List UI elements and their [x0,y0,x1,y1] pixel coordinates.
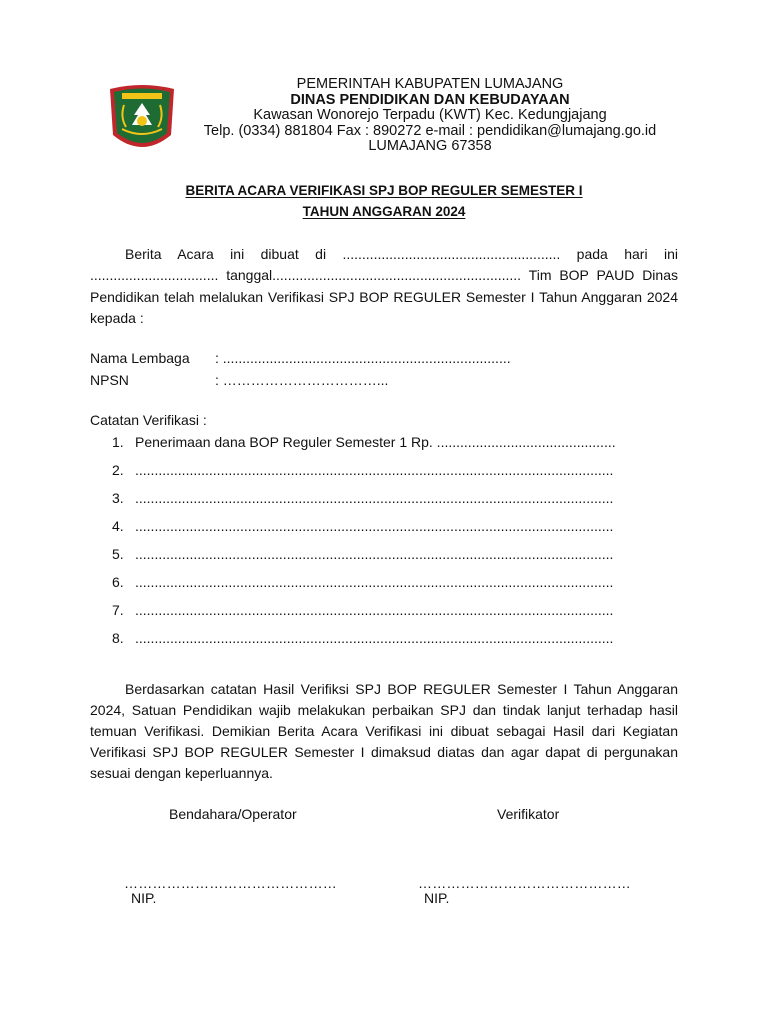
signature-right-title: Verifikator [497,806,560,822]
header-address: Kawasan Wonorejo Terpadu (KWT) Kec. Kedungjajang [253,107,607,123]
list-item: 2. ........................................................................................................................... [112,462,614,478]
signature-left-nip: NIP. [131,890,157,906]
catatan-list [112,433,672,657]
header-department: DINAS PENDIDIKAN DAN KEBUDAYAAN [290,91,570,108]
nama-lembaga-label: Nama Lembaga [90,350,190,366]
header-city: LUMAJANG 67358 [368,138,492,154]
signature-left-title: Bendahara/Operator [169,806,297,822]
document-title: BERITA ACARA VERIFIKASI SPJ BOP REGULER SEMESTER I [185,183,583,198]
closing-paragraph: Berdasarkan catatan Hasil Verifiksi SPJ BOP REGULER Semester I Tahun Anggaran 2024, Satuan Pendidikan wajib melakukan perbaikan SPJ dan tindak lanjut terhadap hasil temuan Verifikasi. Demikian Berita Acara Verifikasi ini dibuat sebagai Hasil dari Kegiatan Verifikasi SPJ BOP REGULER Semester I dimaksud diatas dan agar dapat di pergunakan sesuai dengan keperluannya. [90,681,678,781]
list-item: 1. Penerimaan dana BOP Reguler Semester 1 Rp. .............................................. [112,434,616,450]
letterhead [180,77,680,155]
header-government: PEMERINTAH KABUPATEN LUMAJANG [296,76,564,92]
list-item: 8. ........................................................................................................................... [112,630,614,646]
list-item: 7. ........................................................................................................................... [112,602,614,618]
list-item: 3. ........................................................................................................................... [112,490,614,506]
list-item: 4. ........................................................................................................................... [112,518,614,534]
catatan-heading: Catatan Verifikasi : [90,412,207,428]
npsn-label: NPSN [90,372,129,388]
signature-right-line: ……………………………………… [418,875,631,891]
npsn-value: : ……………………………... [215,372,389,388]
nama-lembaga-field [90,349,511,367]
list-item: 5. ........................................................................................................................... [112,546,614,562]
intro-paragraph: Berita Acara ini dibuat di ........................................................ pada hari ini ................................. tanggal................................................................ Tim BOP PAUD Dinas Pendidikan telah melalukan Verifikasi SPJ BOP REGULER Semester I Tahun Anggaran 2024 kepada : [90,246,678,326]
signature-left-line: ……………………………………… [124,875,337,891]
signature-right-nip: NIP. [424,890,450,906]
list-item: 6. ........................................................................................................................... [112,574,614,590]
nama-lembaga-value: : .......................................................................... [215,350,511,366]
lumajang-emblem-logo [108,83,176,155]
document-subtitle: TAHUN ANGGARAN 2024 [302,204,466,219]
header-contact: Telp. (0334) 881804 Fax : 890272 e-mail : pendidikan@lumajang.go.id [203,122,657,139]
npsn-field [90,371,388,389]
